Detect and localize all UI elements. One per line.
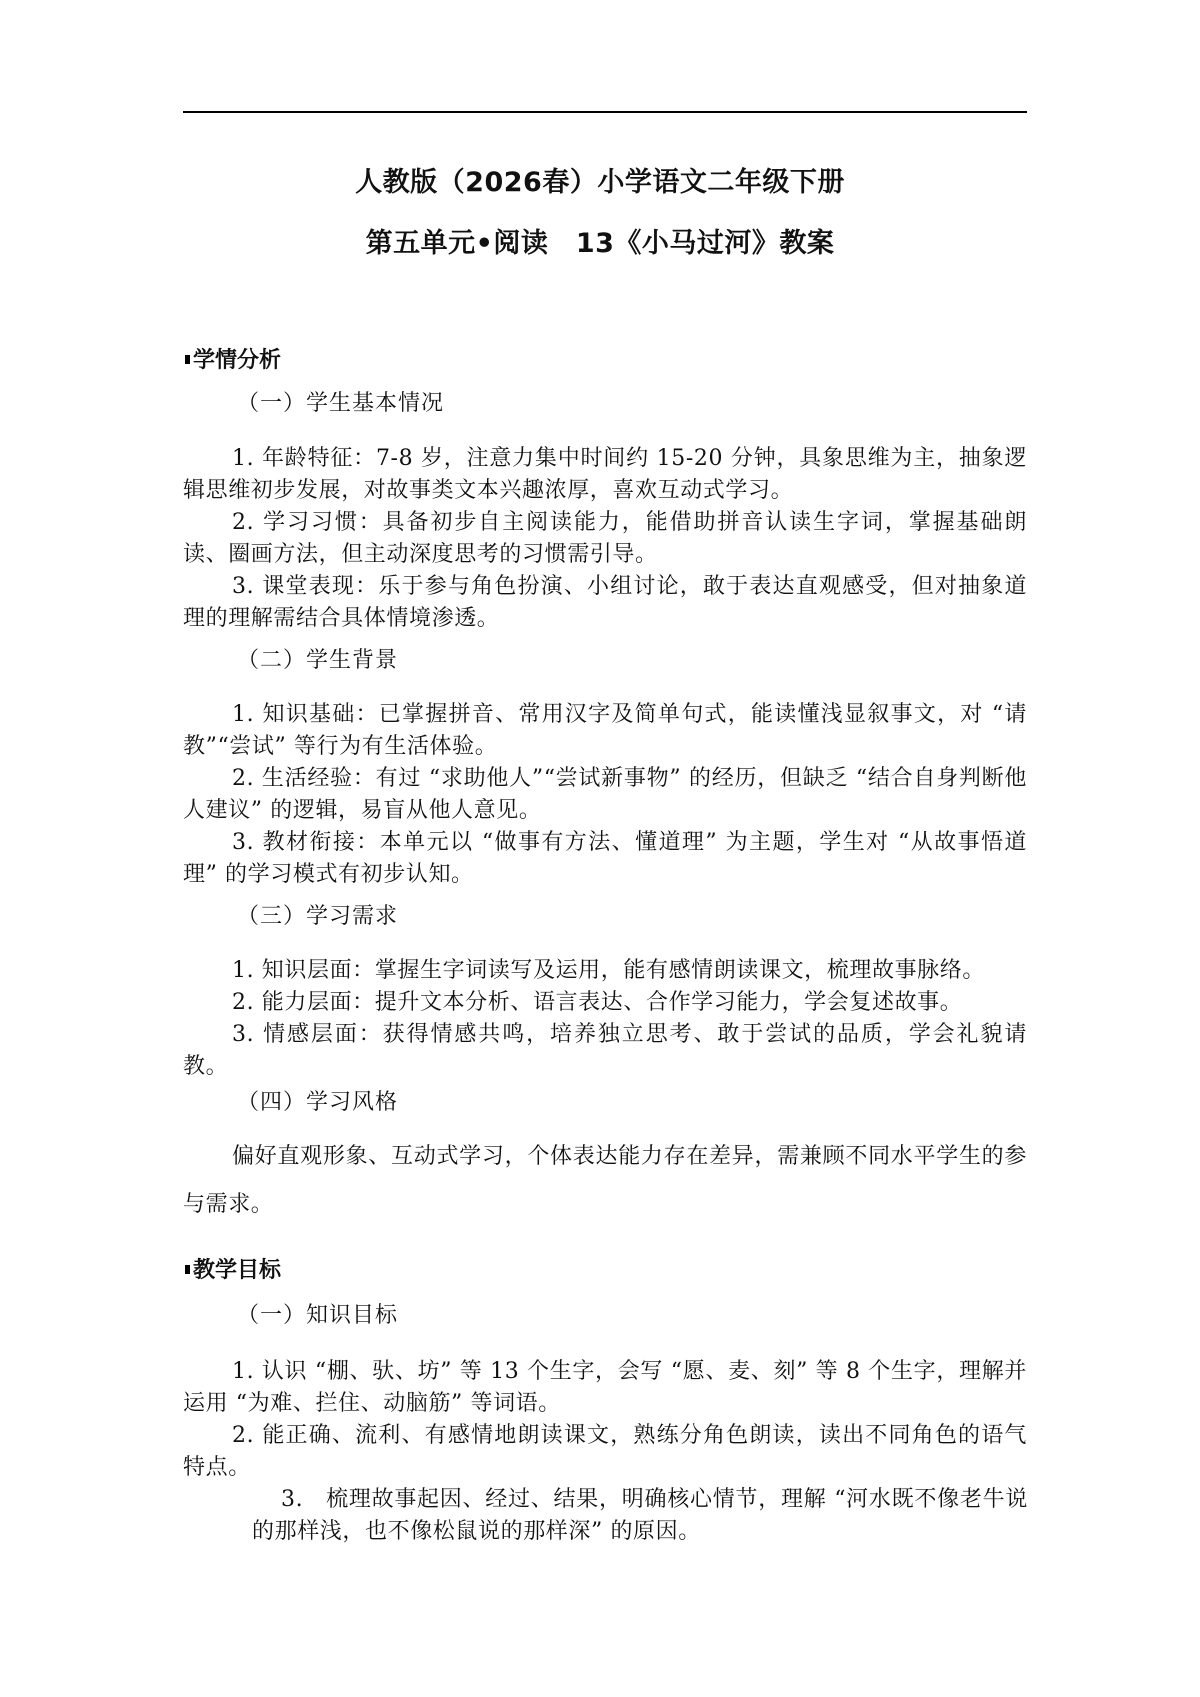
- knowledge-goals-item-3: [252, 1484, 1028, 1548]
- paragraph: 偏好直观形象、互动式学习，个体表达能力存在差异，需兼顾不同水平学生的参与需求。: [183, 1144, 1027, 1217]
- subheading-student-basics: （一）学生基本情况: [237, 391, 445, 416]
- list-item: 2. 能力层面：提升文本分析、语言表达、合作学习能力，学会复述故事。: [232, 990, 963, 1015]
- section-heading-text: 学情分析: [193, 348, 282, 373]
- subheading-knowledge-goals: （一）知识目标: [237, 1303, 399, 1328]
- square-bullet-icon: [185, 1265, 190, 1274]
- list-item: 1. 知识基础：已掌握拼音、常用汉字及简单句式，能读懂浅显叙事文，对 “请教”“尝试” 等行为有生活体验。: [183, 702, 1027, 759]
- learning-needs-list: [183, 955, 1027, 1083]
- list-item: 3. 教材衔接：本单元以 “做事有方法、懂道理” 为主题，学生对 “从故事悟道理” 的学习模式有初步认知。: [183, 830, 1027, 887]
- subheading-learning-needs: （三）学习需求: [237, 904, 399, 929]
- student-background-list: [183, 699, 1027, 891]
- subheading-student-background: （二）学生背景: [237, 648, 399, 673]
- square-bullet-icon: [185, 355, 190, 364]
- knowledge-goals-list: [183, 1356, 1027, 1484]
- section-heading-text: 教学目标: [193, 1258, 282, 1283]
- list-item: 1. 知识层面：掌握生字词读写及运用，能有感情朗读课文，梳理故事脉络。: [232, 958, 985, 983]
- list-item: 3. 梳理故事起因、经过、结果，明确核心情节，理解 “河水既不像老牛说的那样浅，也不像松鼠说的那样深” 的原因。: [252, 1487, 1028, 1544]
- list-item: 2. 学习习惯：具备初步自主阅读能力，能借助拼音认读生字词，掌握基础朗读、圈画方法，但主动深度思考的习惯需引导。: [183, 510, 1027, 567]
- list-item: 1. 认识 “棚、驮、坊” 等 13 个生字，会写 “愿、麦、刻” 等 8 个生字，理解并运用 “为难、拦住、动脑筋” 等词语。: [183, 1359, 1027, 1416]
- lesson-title: 第五单元•阅读 13《小马过河》教案: [365, 228, 835, 259]
- student-basics-list: [183, 443, 1027, 635]
- section-heading-goals: [185, 1253, 281, 1284]
- section-heading-analysis: [185, 343, 281, 374]
- list-item: 1. 年龄特征：7-8 岁，注意力集中时间约 15-20 分钟，具象思维为主，抽象逻辑思维初步发展，对故事类文本兴趣浓厚，喜欢互动式学习。: [183, 446, 1027, 503]
- header-rule: [183, 111, 1027, 113]
- list-item: 2. 能正确、流利、有感情地朗读课文，熟练分角色朗读，读出不同角色的语气特点。: [183, 1423, 1027, 1480]
- list-item: 2. 生活经验：有过 “求助他人”“尝试新事物” 的经历，但缺乏 “结合自身判断他人建议” 的逻辑，易盲从他人意见。: [183, 766, 1027, 823]
- list-item: 3. 情感层面：获得情感共鸣，培养独立思考、敢于尝试的品质，学会礼貌请教。: [183, 1022, 1027, 1079]
- learning-style-text: [183, 1133, 1027, 1229]
- subheading-learning-style: （四）学习风格: [237, 1090, 399, 1115]
- document-title: 人教版（2026春）小学语文二年级下册: [355, 167, 845, 198]
- list-item: 3. 课堂表现：乐于参与角色扮演、小组讨论，敢于表达直观感受，但对抽象道理的理解需结合具体情境渗透。: [183, 574, 1027, 631]
